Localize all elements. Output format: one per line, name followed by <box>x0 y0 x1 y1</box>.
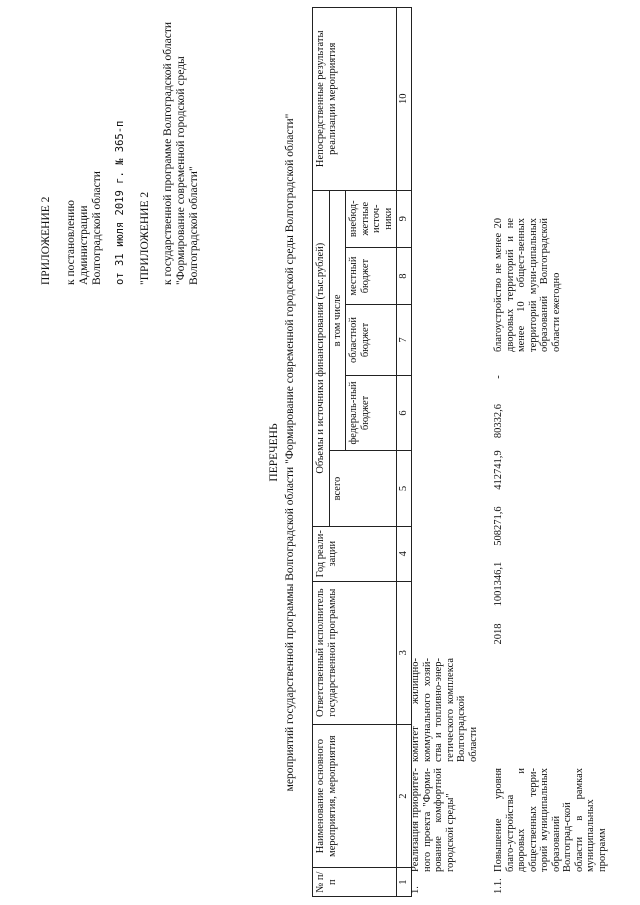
row-federal: 508271,6 <box>493 506 504 546</box>
row-year <box>410 613 479 655</box>
table-row <box>493 7 608 897</box>
row-federal <box>410 497 479 555</box>
col-number: 5 <box>397 451 412 527</box>
header-num: № п/п <box>313 868 397 897</box>
financing-table-header <box>312 7 412 897</box>
row-local <box>410 399 479 443</box>
appendix-program-line-2: "Формирование современной городской среды <box>175 56 187 285</box>
table-row <box>410 7 479 897</box>
header-name: Наименование основного мероприятия, мероприятия <box>313 724 397 867</box>
col-number: 4 <box>397 526 412 581</box>
appendix-to-decree: к постановлению <box>65 200 77 285</box>
appendix-title: ПРИЛОЖЕНИЕ 2 <box>40 196 52 285</box>
col-number: 1 <box>397 868 412 897</box>
appendix-header <box>40 22 201 285</box>
appendix-program-line-3: Волгоградской области" <box>188 166 200 285</box>
row-num: 1.1. <box>493 878 504 894</box>
header-including: в том числе <box>329 190 346 451</box>
header-regional: областной бюджет <box>346 305 397 375</box>
col-number: 7 <box>397 305 412 375</box>
col-number: 2 <box>397 724 412 867</box>
table-body <box>410 7 622 897</box>
col-number: 8 <box>397 247 412 304</box>
header-executor: Ответственный исполнитель государственной программы <box>313 581 397 724</box>
header-extrabudget: внебюд-жетные источ-ники <box>346 190 397 247</box>
document-title: ПЕРЕЧЕНЬ <box>268 423 280 482</box>
row-total <box>410 555 479 613</box>
row-regional <box>410 443 479 497</box>
row-num: 1. <box>410 886 421 894</box>
row-name: Повышение уровня благо-устройства дворовых и общественных терри-торий муниципальных образований Волгоград-ской области в рамках муниципальных программ <box>493 768 608 872</box>
row-regional: 412741,9 <box>493 450 504 490</box>
appendix-program-line-1: к государственной программе Волгоградской области <box>162 22 174 285</box>
header-local: местный бюджет <box>346 247 397 304</box>
row-executor: комитет жилищно-коммунального хозяй-ства и топливно-энер-гетического комплекса Волгоградской области <box>410 658 479 762</box>
row-results: благоустройство не менее 20 дворовых территорий и не менее 10 общест-венных территорий муни-ципальных образований Волгоградской области ежегодно <box>493 218 562 352</box>
header-volumes: Объемы и источники финансирования (тыс.рублей) <box>313 190 330 526</box>
row-extrabudget: - <box>493 375 504 379</box>
col-number: 10 <box>397 8 412 191</box>
row-local: 80332,6 <box>493 403 504 439</box>
appendix-date-line: от 31 июля 2019 г. № 365-п <box>114 120 126 285</box>
header-total: всего <box>329 451 397 527</box>
col-number: 6 <box>397 375 412 451</box>
appendix-region: Волгоградской области <box>91 171 103 285</box>
row-year: 2018 <box>493 623 504 645</box>
appendix-administration: Администрации <box>78 205 90 285</box>
row-executor <box>493 655 608 765</box>
col-number: 3 <box>397 581 412 724</box>
header-results: Непосредственные результаты реализации мероприятия <box>313 8 397 191</box>
header-federal: федераль-ный бюджет <box>346 375 397 451</box>
appendix-quoted-title: "ПРИЛОЖЕНИЕ 2 <box>139 191 151 285</box>
row-extrabudget <box>410 355 479 399</box>
document-subtitle: мероприятий государственной программы Волгоградской области "Формирование современной городской среды Волгоградской области" <box>284 113 296 792</box>
row-name: Реализация приоритет-ного проекта "Форми-рование комфортной городской среды" <box>410 768 456 872</box>
row-results <box>410 215 479 355</box>
header-year: Год реали-зации <box>313 526 397 581</box>
row-total: 1001346,1 <box>493 561 504 607</box>
col-number: 9 <box>397 190 412 247</box>
